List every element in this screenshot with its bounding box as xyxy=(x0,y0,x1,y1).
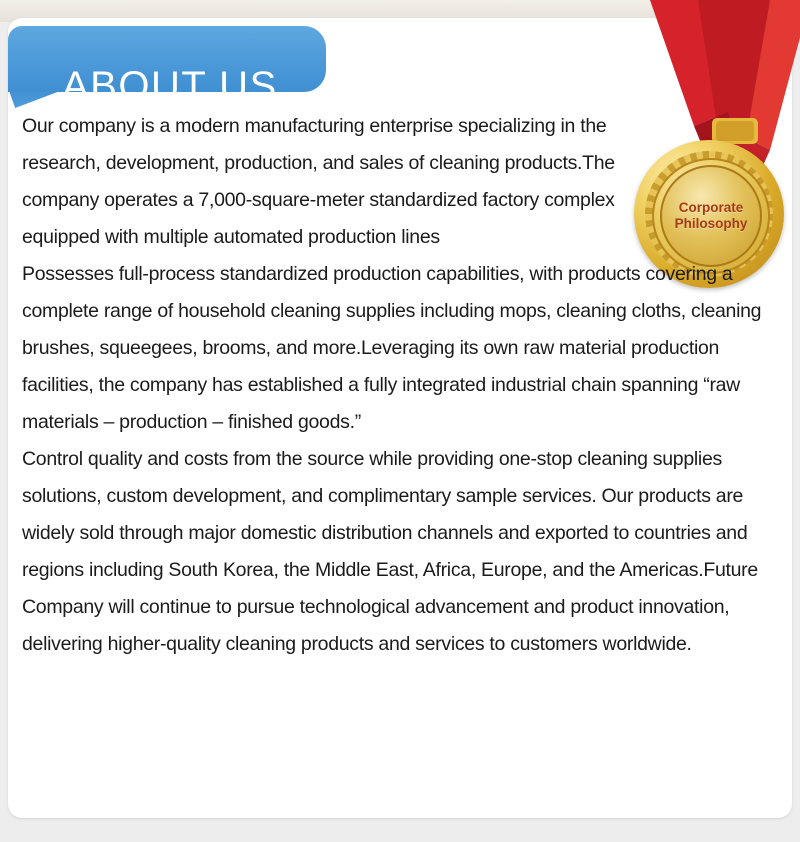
paragraph-2: Possesses full-process standardized production capabilities, with products covering a complete range of household cleaning supplies including mops, cleaning cloths, cleaning brushes, squeegees, brooms, and more.Leveraging its own raw material production facilities, the company has established a fully integrated industrial chain spanning “raw materials – production – finished goods.” xyxy=(22,263,762,433)
about-us-body xyxy=(22,108,778,663)
medal-label-line2: Philosophy xyxy=(674,216,748,231)
page-title: ABOUT US xyxy=(62,64,278,108)
medal-label-line1: Corporate xyxy=(678,200,744,215)
about-us-banner xyxy=(8,26,326,108)
paragraph-1: Our company is a modern manufacturing enterprise specializing in the research, development, production, and sales of cleaning products.The company operates a 7,000-square-meter standardized factory complex equipped with multiple automated production lines xyxy=(22,115,615,248)
paragraph-3: Control quality and costs from the source while providing one-stop cleaning supplies solutions, custom development, and complimentary sample services. Our products are widely sold through major domestic distribution channels and exported to countries and regions including South Korea, the Middle East, Africa, Europe, and the Americas.Future Company will continue to pursue technological advancement and product innovation, delivering higher-quality cleaning products and services to customers worldwide. xyxy=(22,448,758,655)
